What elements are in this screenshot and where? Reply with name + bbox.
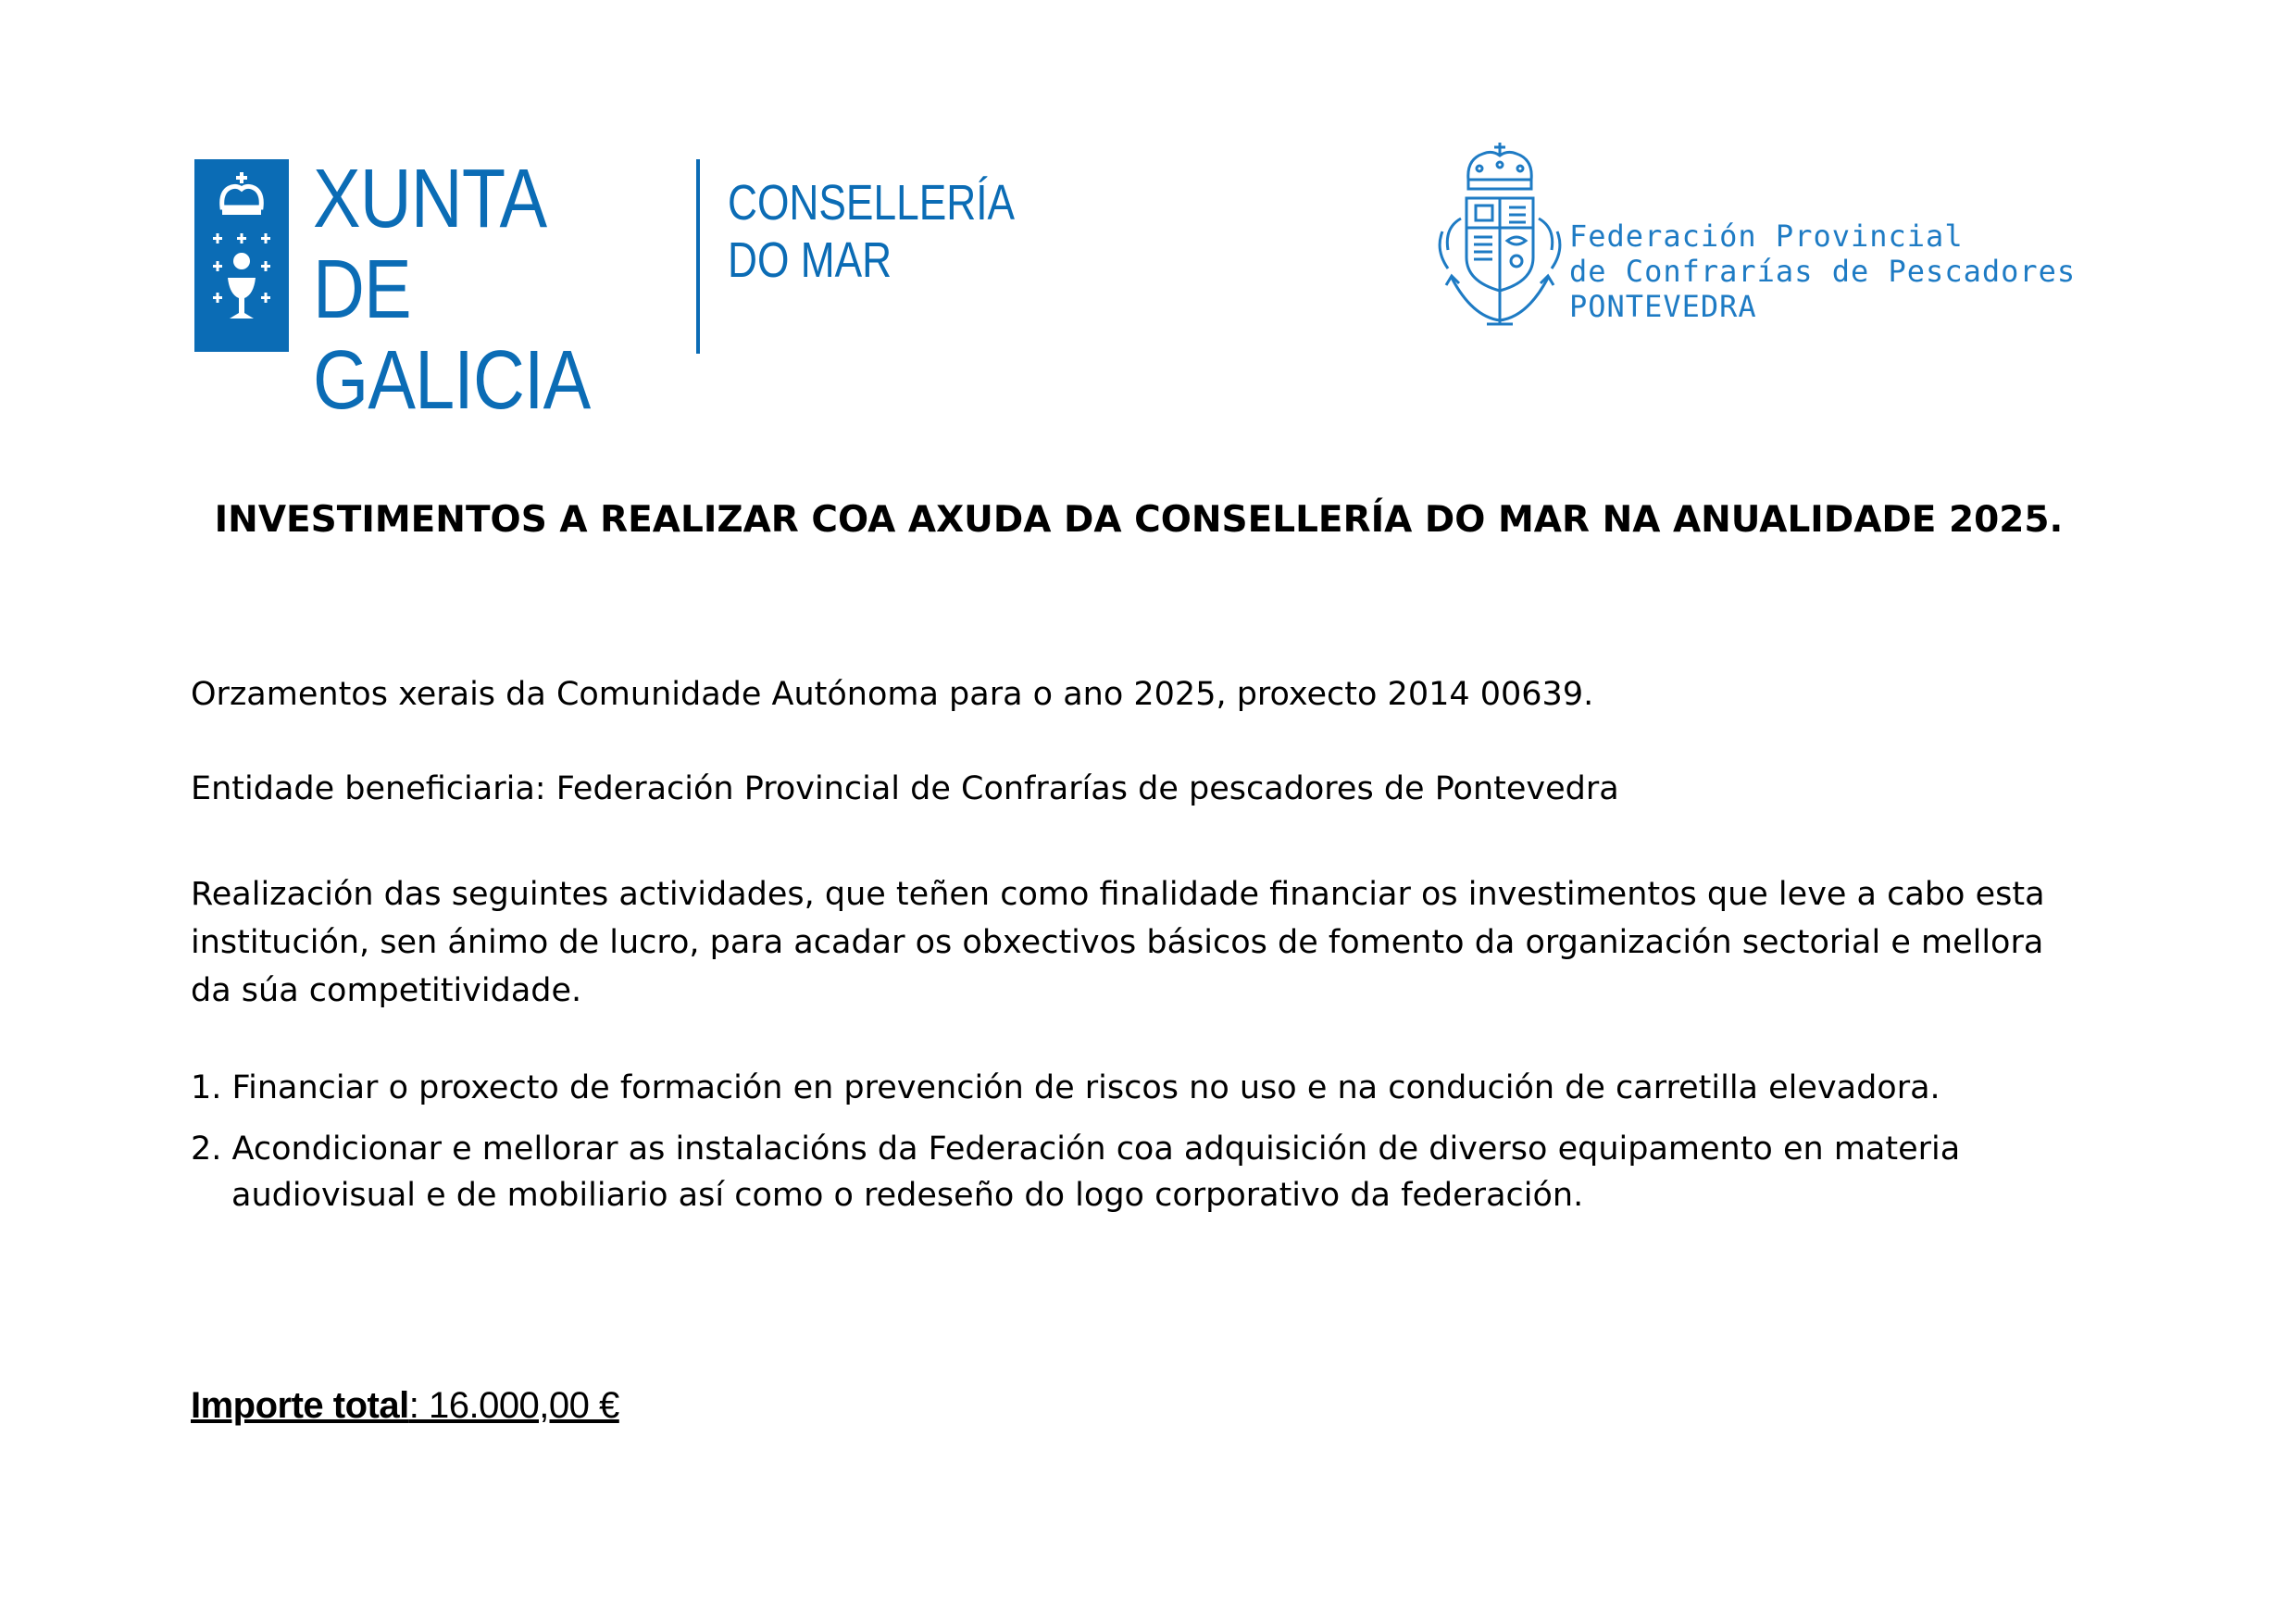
budget-line: Orzamentos xerais da Comunidade Autónoma para o ano 2025, proxecto 2014 00639. <box>191 676 1594 713</box>
federation-crest-icon <box>1435 139 1565 329</box>
xunta-logo <box>194 153 1016 427</box>
department-line1: CONSELLERÍA <box>728 175 1016 231</box>
document-title: INVESTIMENTOS A REALIZAR COA AXUDA DA CONSELLERÍA DO MAR NA ANUALIDADE 2025. <box>214 499 2064 541</box>
beneficiary-line: Entidade beneficiaria: Federación Provincial de Confrarías de pescadores de Pontevedra <box>191 770 1619 807</box>
total-value: : 16.000,00 € <box>408 1385 619 1426</box>
list-item: 1. Financiar o proxecto de formación en prevención de riscos no uso e na condución de carretilla elevadora. <box>191 1069 1940 1106</box>
description-paragraph: Realización das seguintes actividades, que teñen como finalidade financiar os investimentos que leve a cabo esta institución, sen ánimo de lucro, para acadar os obxectivos básicos de fomento da organización sectorial e mellora da súa competitividade. <box>191 876 2045 1009</box>
xunta-name <box>313 154 600 426</box>
department-line2: DO MAR <box>728 232 892 288</box>
xunta-emblem-icon <box>194 159 289 352</box>
list-item: 2. Acondicionar e mellorar as instalacións da Federación coa adquisición de diverso equipamento en materia audiovisual e de mobiliario así como o redeseño do logo corporativo da federación. <box>191 1131 1961 1214</box>
activities-list <box>191 1065 2098 1233</box>
federation-line2: de Confrarías de Pescadores <box>1569 254 2077 289</box>
xunta-name-line2: DE GALICIA <box>313 244 591 427</box>
federation-name <box>1569 219 2125 324</box>
total-amount <box>191 1380 619 1431</box>
federation-line3: PONTEVEDRA <box>1569 289 1757 324</box>
department-name <box>728 174 1016 289</box>
logo-divider <box>696 159 700 354</box>
federation-logo <box>1435 139 2083 333</box>
total-label: Importe total <box>191 1385 409 1426</box>
federation-line1: Federación Provincial <box>1569 219 1964 254</box>
xunta-name-line1: XUNTA <box>313 153 547 245</box>
